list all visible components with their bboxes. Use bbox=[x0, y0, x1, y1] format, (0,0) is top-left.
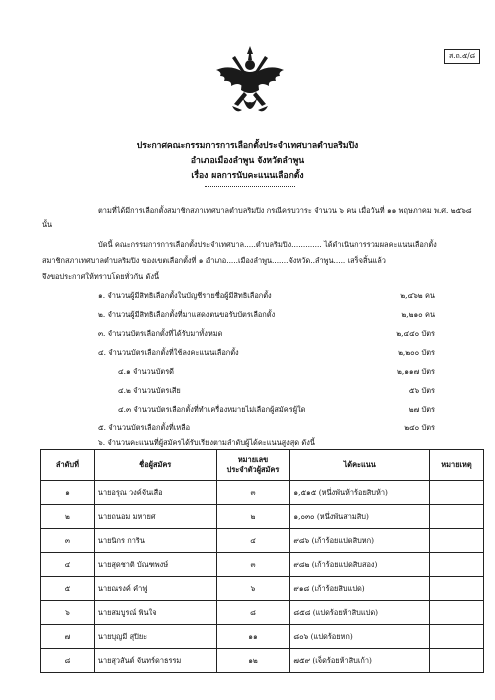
form-code-box: ส.ถ.๕/๘ bbox=[444, 49, 480, 64]
stat-ballots-used-label: ๔. จำนวนบัตรเลือกตั้งที่ใช้ลงคะแนนเลือกตั้ง bbox=[98, 348, 239, 357]
cell-note bbox=[430, 577, 484, 601]
cell-votes: ๙๘๒ (เก้าร้อยแปดสิบสอง) bbox=[290, 553, 430, 577]
cell-rank: ๗ bbox=[41, 625, 95, 649]
cell-name: นายณรงค์ คำฟู bbox=[94, 577, 216, 601]
cell-number: ๔ bbox=[216, 529, 290, 553]
cell-name: นายนิกร การิน bbox=[94, 529, 216, 553]
cell-name: นายสุดชาติ บัณฑพงษ์ bbox=[94, 553, 216, 577]
garuda-emblem-icon bbox=[212, 44, 288, 124]
cell-name: นายอรุณ วงค์จันเสือ bbox=[94, 481, 216, 505]
cell-votes: ๘๕๘ (แปดร้อยห้าสิบแปด) bbox=[290, 601, 430, 625]
intro-paragraph-1-line-2: นั้น bbox=[42, 220, 53, 229]
stat-spoiled-ballots-label: ๔.๒ จำนวนบัตรเสีย bbox=[118, 386, 181, 395]
stat-voters-turnout-value: ๒,๒๑๐ คน bbox=[401, 310, 435, 319]
stat-ballots-received-value: ๒,๔๔๐ บัตร bbox=[396, 329, 435, 338]
cell-number: ๘ bbox=[216, 601, 290, 625]
cell-number: ๓ bbox=[216, 481, 290, 505]
announcement-location: อำเภอเมืองลำพูน จังหวัดลำพูน bbox=[190, 156, 305, 166]
header-candidate-name: ชื่อผู้สมัคร bbox=[94, 450, 216, 481]
cell-note bbox=[430, 553, 484, 577]
title-separator bbox=[205, 186, 295, 187]
intro-paragraph-1-line-1: ตามที่ได้มีการเลือกตั้งสมาชิกสภาเทศบาลตำบลริมปิง กรณีครบวาระ จำนวน ๖ คน เมื่อวันที่ ๑๑ พฤษภาคม พ.ศ. ๒๕๖๘ bbox=[98, 206, 472, 215]
header-candidate-number-line-1: หมายเลข bbox=[237, 455, 269, 464]
cell-note bbox=[430, 505, 484, 529]
cell-note bbox=[430, 649, 484, 673]
stat-no-vote-ballots-value: ๒๗ บัตร bbox=[408, 405, 435, 414]
cell-name: นายสมบูรณ์ พินใจ bbox=[94, 601, 216, 625]
cell-number: ๑๑ bbox=[216, 625, 290, 649]
header-candidate-number bbox=[216, 450, 290, 481]
cell-note bbox=[430, 625, 484, 649]
cell-rank: ๖ bbox=[41, 601, 95, 625]
intro-paragraph-2-line-2: สมาชิกสภาเทศบาลตำบลริมปิง ของเขตเลือกตั้งที่ ๑ อำเภอ.....เมืองลำพูน.......จังหวัด..ลำพูน..... เสร็จสิ้นแล้ว bbox=[42, 256, 386, 265]
table-row bbox=[41, 553, 484, 577]
header-candidate-number-line-2: ประจำตัวผู้สมัคร bbox=[226, 465, 280, 474]
cell-number: ๖ bbox=[216, 577, 290, 601]
cell-votes: ๑,๐๓๐ (หนึ่งพันสามสิบ) bbox=[290, 505, 430, 529]
stat-remaining-ballots-label: ๕. จำนวนบัตรเลือกตั้งที่เหลือ bbox=[98, 423, 191, 432]
stat-no-vote-ballots-label: ๔.๓ จำนวนบัตรเลือกตั้งที่ทำเครื่องหมายไม่เลือกผู้สมัครผู้ใด bbox=[118, 405, 306, 414]
stat-spoiled-ballots-value: ๕๖ บัตร bbox=[408, 386, 435, 395]
stat-candidate-votes-label: ๖. จำนวนคะแนนที่ผู้สมัครได้รับเรียงตามลำดับผู้ได้คะแนนสูงสุด ดังนี้ bbox=[98, 438, 315, 447]
cell-rank: ๘ bbox=[41, 649, 95, 673]
cell-rank: ๓ bbox=[41, 529, 95, 553]
cell-votes: ๗๕๙ (เจ็ดร้อยห้าสิบเก้า) bbox=[290, 649, 430, 673]
table-row bbox=[41, 601, 484, 625]
stat-ballots-received-label: ๓. จำนวนบัตรเลือกตั้งที่ได้รับมาทั้งหมด bbox=[98, 329, 223, 338]
table-row bbox=[41, 577, 484, 601]
cell-votes: ๙๘๖ (เก้าร้อยแปดสิบหก) bbox=[290, 529, 430, 553]
header-votes: ได้คะแนน bbox=[290, 450, 430, 481]
cell-rank: ๕ bbox=[41, 577, 95, 601]
table-row bbox=[41, 649, 484, 673]
stat-good-ballots-value: ๒,๑๑๗ บัตร bbox=[397, 367, 435, 376]
cell-note bbox=[430, 481, 484, 505]
announcement-title: ประกาศคณะกรรมการการเลือกตั้งประจำเทศบาลตำบลริมปิง bbox=[136, 141, 359, 151]
cell-number: ๓ bbox=[216, 553, 290, 577]
cell-votes: ๘๐๖ (แปดร้อยหก) bbox=[290, 625, 430, 649]
stat-remaining-ballots-value: ๒๔๐ บัตร bbox=[404, 423, 435, 432]
cell-note bbox=[430, 529, 484, 553]
table-row bbox=[41, 625, 484, 649]
announcement-subject: เรื่อง ผลการนับคะแนนเลือกตั้ง bbox=[191, 171, 304, 181]
cell-note bbox=[430, 601, 484, 625]
cell-rank: ๑ bbox=[41, 481, 95, 505]
cell-number: ๒ bbox=[216, 505, 290, 529]
cell-rank: ๔ bbox=[41, 553, 95, 577]
cell-votes: ๙๑๘ (เก้าร้อยสิบแปด) bbox=[290, 577, 430, 601]
intro-paragraph-2-line-1: บัดนี้ คณะกรรมการการเลือกตั้งประจำเทศบาล.....ตำบลริมปิง............. ได้ดำเนินการรวมผลคะแนนเลือกตั้ง bbox=[98, 240, 437, 249]
header-note: หมายเหตุ bbox=[430, 450, 484, 481]
cell-votes: ๑,๕๑๕ (หนึ่งพันห้าร้อยสิบห้า) bbox=[290, 481, 430, 505]
table-row bbox=[41, 481, 484, 505]
stat-voters-turnout-label: ๒. จำนวนผู้มีสิทธิเลือกตั้งที่มาแสดงตนขอรับบัตรเลือกตั้ง bbox=[98, 310, 276, 319]
stat-good-ballots-label: ๔.๑ จำนวนบัตรดี bbox=[118, 367, 174, 376]
cell-name: นายถนอม มหายศ bbox=[94, 505, 216, 529]
table-header-row bbox=[41, 450, 484, 481]
cell-name: นายบุญมี สุปิยะ bbox=[94, 625, 216, 649]
table-row bbox=[41, 529, 484, 553]
stat-ballots-used-value: ๒,๒๐๐ บัตร bbox=[398, 348, 435, 357]
results-table bbox=[40, 449, 484, 673]
intro-paragraph-2-line-3: จึงขอประกาศให้ทราบโดยทั่วกัน ดังนี้ bbox=[42, 272, 159, 281]
cell-rank: ๒ bbox=[41, 505, 95, 529]
stat-eligible-voters-label: ๑. จำนวนผู้มีสิทธิเลือกตั้งในบัญชีรายชื่อผู้มีสิทธิเลือกตั้ง bbox=[98, 291, 272, 300]
header-rank: ลำดับที่ bbox=[41, 450, 95, 481]
cell-number: ๑๒ bbox=[216, 649, 290, 673]
table-row bbox=[41, 505, 484, 529]
stat-eligible-voters-value: ๒,๔๖๒ คน bbox=[400, 291, 435, 300]
cell-name: นายสุวสันต์ จันทร์ดาธรรม bbox=[94, 649, 216, 673]
